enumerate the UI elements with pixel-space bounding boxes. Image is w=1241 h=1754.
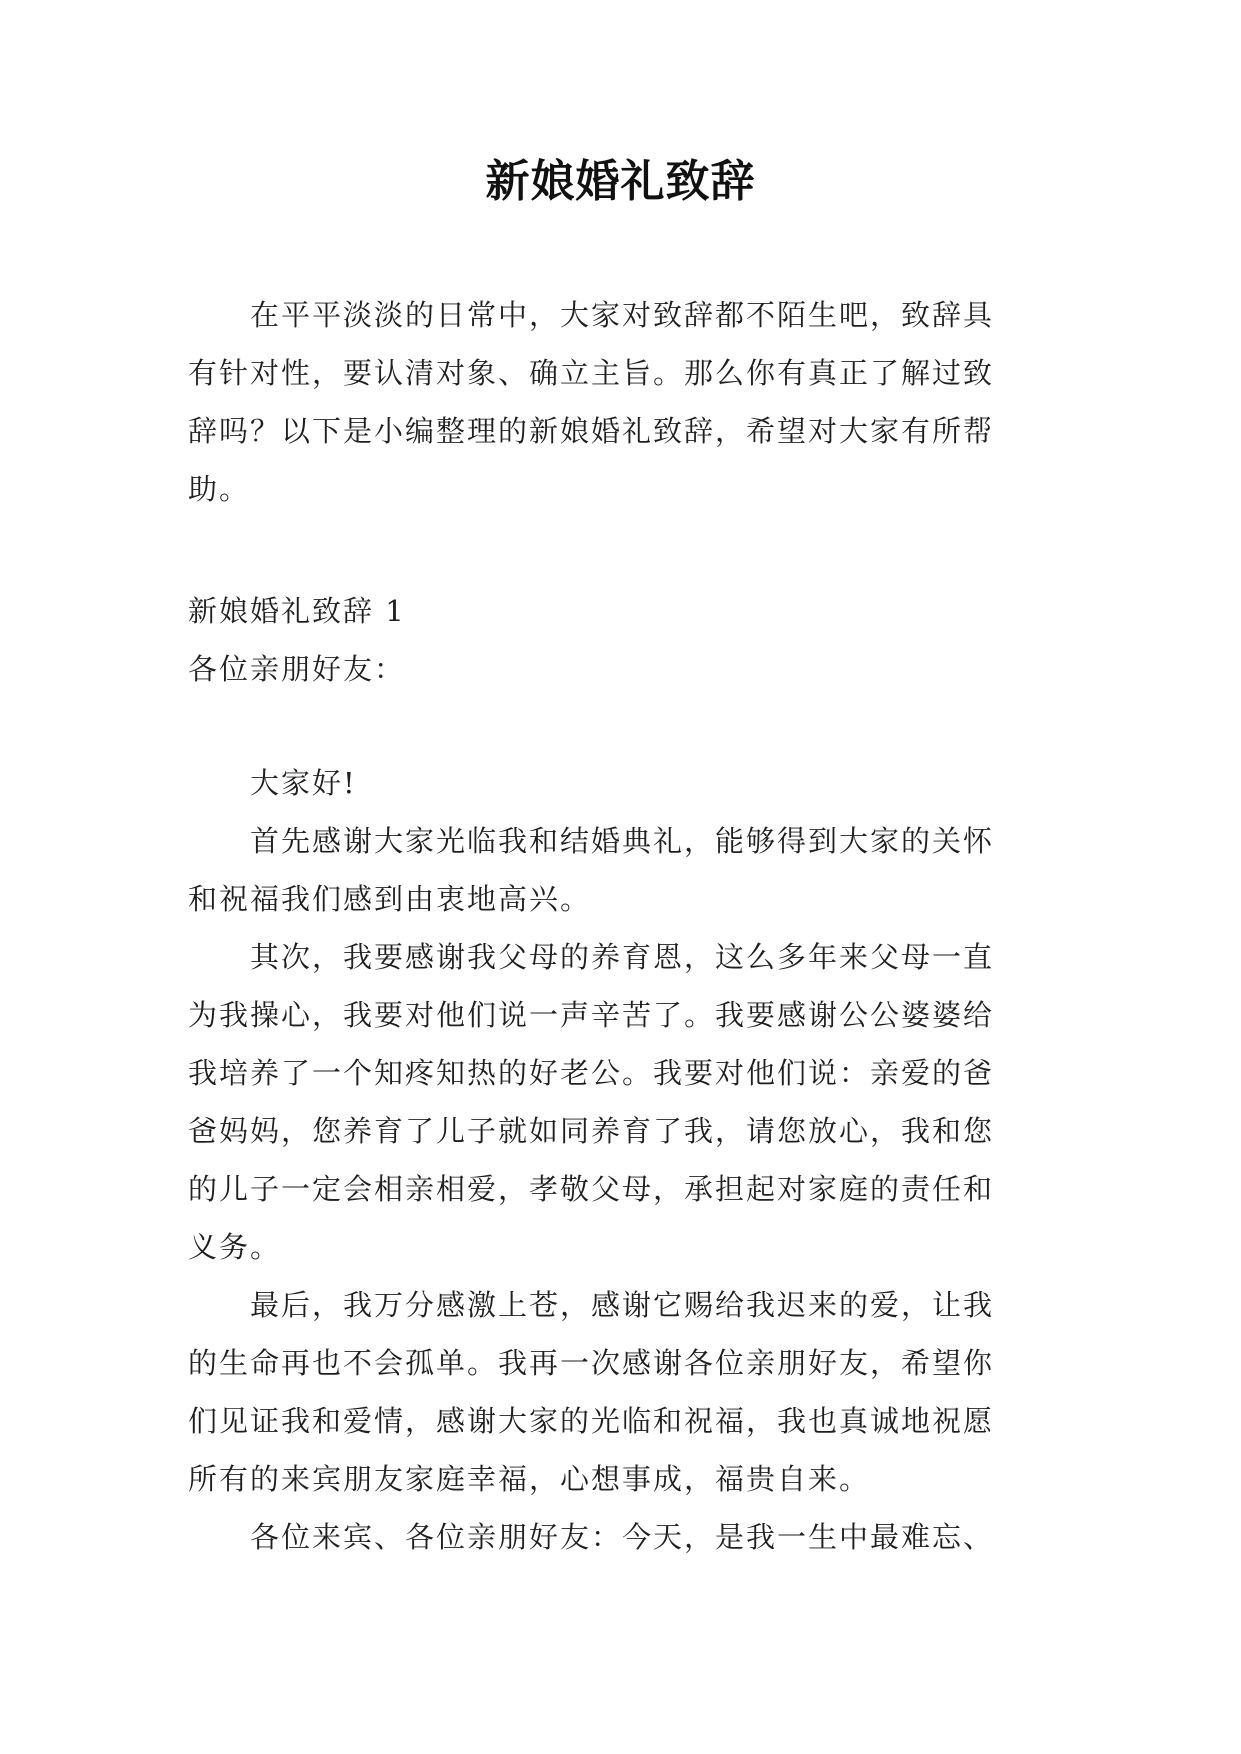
text-line: 为我操心，我要对他们说一声辛苦了。我要感谢公公婆婆给 [188,998,995,1032]
text-line: 有针对性，要认清对象、确立主旨。那么你有真正了解过致 [188,356,995,390]
intro-paragraph [188,286,1054,518]
section-heading-block [188,582,1054,698]
text-line: 所有的来宾朋友家庭幸福，心想事成，福贵自来。 [188,1462,871,1496]
text-line: 的生命再也不会孤单。我再一次感谢各位亲朋好友，希望你 [188,1346,995,1380]
text-line: 辞吗？以下是小编整理的新娘婚礼致辞，希望对大家有所帮 [188,414,995,448]
section-heading: 新娘婚礼致辞 1 [188,594,406,628]
speech-body [188,754,1054,1566]
text-line: 助。 [188,472,251,506]
text-line: 其次，我要感谢我父母的养育恩，这么多年来父母一直 [188,940,995,974]
text-line: 各位来宾、各位亲朋好友：今天，是我一生中最难忘、 [188,1520,995,1554]
text-line: 爸妈妈，您养育了儿子就如同养育了我，请您放心，我和您 [188,1114,995,1148]
salutation: 各位亲朋好友： [188,652,406,686]
text-line: 的儿子一定会相亲相爱，孝敬父母，承担起对家庭的责任和 [188,1172,995,1206]
text-line: 在平平淡淡的日常中，大家对致辞都不陌生吧，致辞具 [188,298,995,332]
text-line: 和祝福我们感到由衷地高兴。 [188,882,592,916]
text-line: 们见证我和爱情，感谢大家的光临和祝福，我也真诚地祝愿 [188,1404,995,1438]
text-line: 我培养了一个知疼知热的好老公。我要对他们说：亲爱的爸 [188,1056,995,1090]
text-line: 首先感谢大家光临我和结婚典礼，能够得到大家的关怀 [188,824,995,858]
text-line: 大家好! [188,766,357,800]
text-line: 最后，我万分感激上苍，感谢它赐给我迟来的爱，让我 [188,1288,995,1322]
document-title: 新娘婚礼致辞 [485,156,756,207]
text-line: 义务。 [188,1230,282,1264]
